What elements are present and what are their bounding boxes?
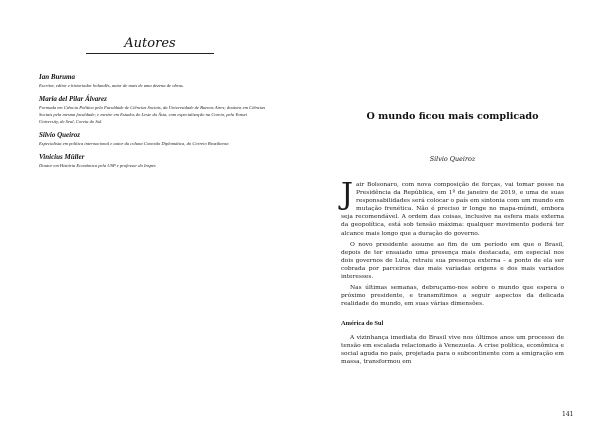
article-byline: Silvio Queiroz bbox=[429, 155, 476, 163]
author-name: Ian Buruma bbox=[39, 73, 75, 81]
paragraph-text: air Bolsonaro, com nova composição de forças, vai tomar posse na Presidência da República, em 1º de janeiro de 2019, e uma de suas responsabilidades será colocar o país em sintonia com um mundo em mutação frenética. Não é preciso ir longe no mapa-múndi, embora seja recomendável. A ordem das coisas, inclusive na esfera mais externa da geopolítica, está sob tensão máxima: qualquer movimento poderá ter alcance mais longo que a duração do governo. bbox=[341, 182, 564, 237]
author-name: Silvio Queiroz bbox=[39, 131, 81, 139]
right-page bbox=[300, 0, 600, 444]
author-name: Maria del Pilar Álvarez bbox=[39, 95, 107, 103]
article-title: O mundo ficou mais complicado bbox=[366, 111, 539, 122]
section-heading: América do Sul bbox=[341, 320, 384, 328]
paragraph: A vizinhança imediata do Brasil vive nos últimos anos um processo de tensão em escalada relacionado à Venezuela. A crise política, econômica e social aguda no país, projetada para o subcontinente com a emigração em massa, transformou em bbox=[341, 334, 564, 365]
author-name: Vinicius Müller bbox=[39, 153, 85, 161]
author-entry bbox=[39, 131, 267, 147]
authors-heading: Autores bbox=[124, 36, 176, 51]
author-entry bbox=[39, 95, 267, 125]
paragraph: O novo presidente assume ao fim de um período em que o Brasil, depois de ter ensaiado uma presença mais destacada, em especial nos dois governos de Lula, retraiu sua presença externa – a ponto de ela ser cobrada por parceiros das mais variadas origens e dos mais variados interesses. bbox=[341, 241, 564, 281]
authors-list bbox=[39, 73, 267, 175]
paragraph: Nas últimas semanas, debruçamo-nos sobre o mundo que espera o próximo presidente, e transmitimos a seguir aspectos da delicada realidade do mundo, em suas várias dimensões. bbox=[341, 285, 564, 308]
article-body bbox=[341, 177, 564, 369]
author-entry bbox=[39, 73, 267, 89]
paragraph bbox=[341, 177, 564, 238]
author-bio: Escritor, editor e historiador holandês, autor de mais de uma dezena de obras. bbox=[39, 83, 184, 88]
author-bio: Especialista em política internacional e autor da coluna Conexão Diplomática, do Correio Braziliense. bbox=[39, 141, 230, 146]
page-number: 141 bbox=[562, 411, 574, 418]
drop-cap: J bbox=[341, 177, 354, 212]
heading-divider bbox=[86, 53, 214, 54]
author-bio: Doutor em História Econômica pela USP e professor do Insper. bbox=[39, 163, 157, 168]
author-entry bbox=[39, 153, 267, 169]
author-bio: Formada em Ciência Política pela Faculdade de Ciências Sociais, da Universidade de Buenos Aires; doutora em Ciências Sociais pela mesma faculdade; e mestre em Estudos do Leste da Ásia, com especialização na Coreia, pela Yonsei University, de Seul, Coreia do Sul. bbox=[39, 105, 266, 124]
